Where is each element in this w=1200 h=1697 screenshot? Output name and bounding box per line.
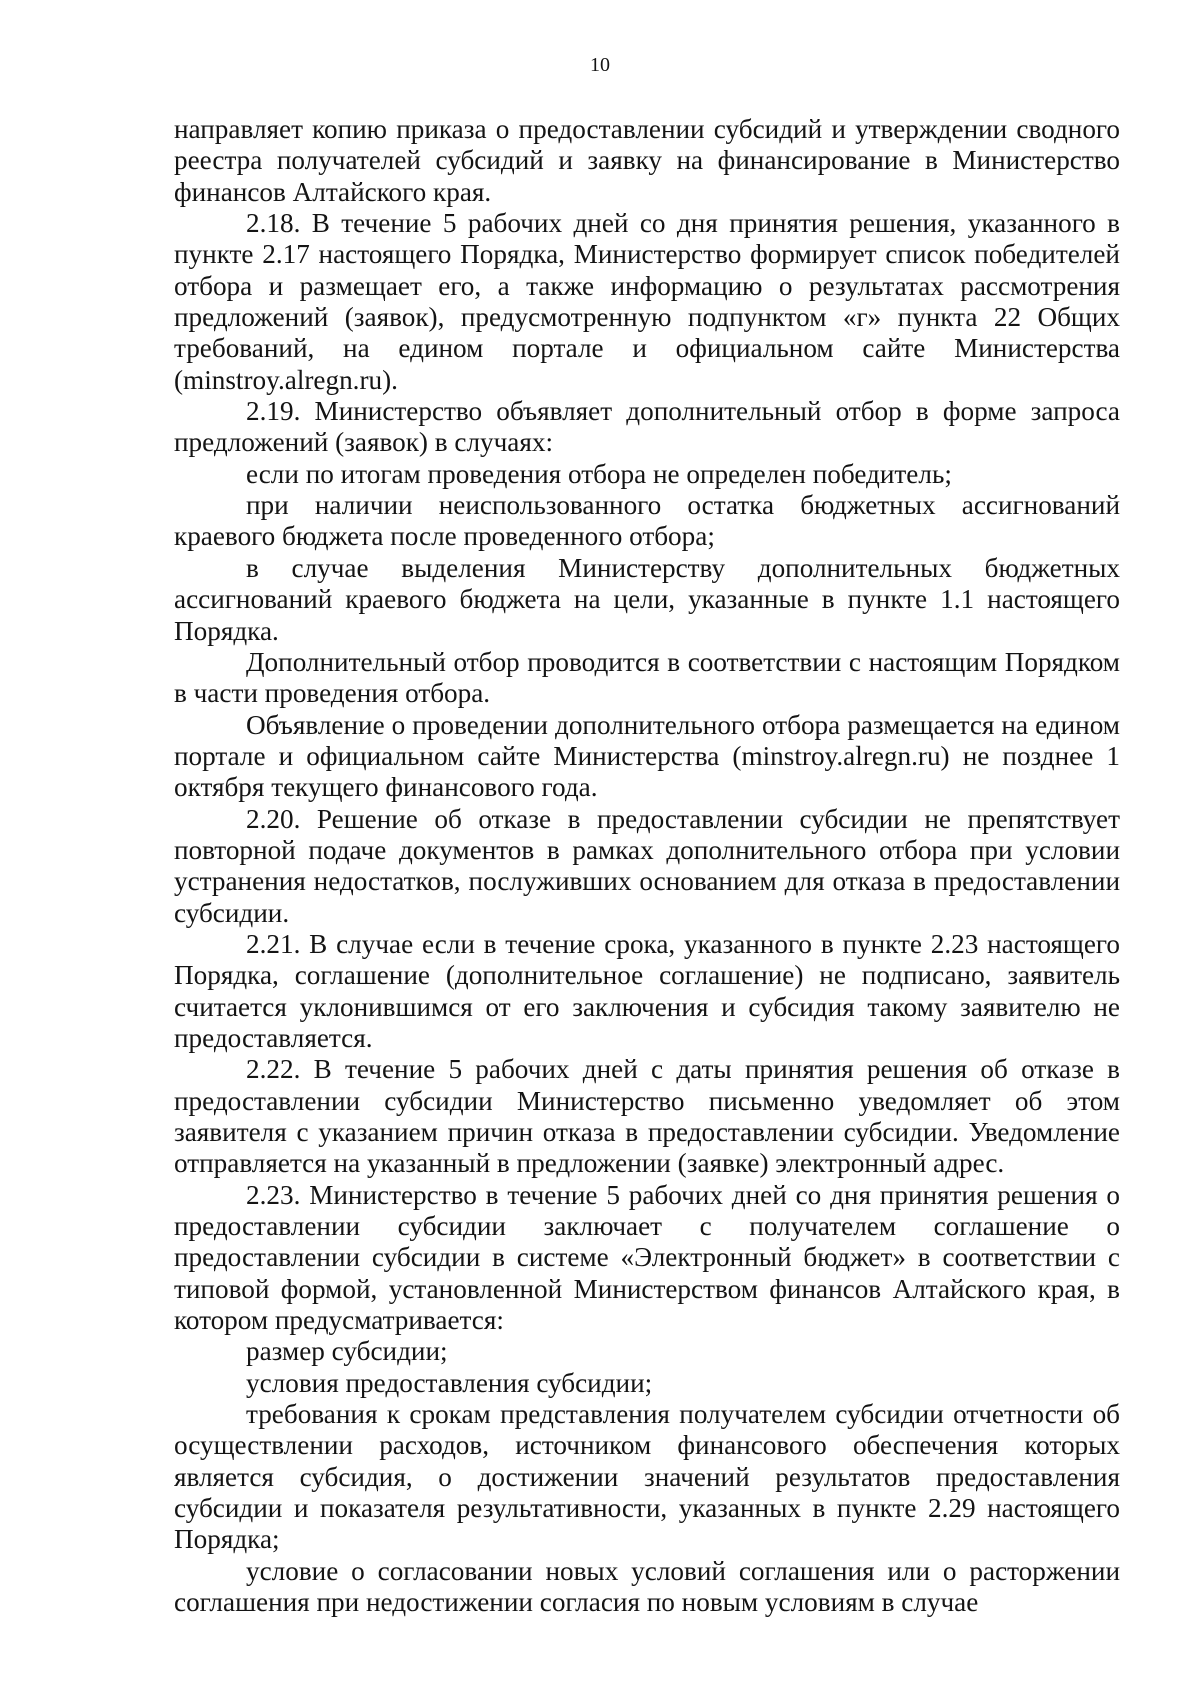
paragraph-2-23: 2.23. Министерство в течение 5 рабочих дней со дня принятия решения о предоставлении субсидии заключает с получателем соглашение о предоставлении субсидии в системе «Электронный бюджет» в соответствии с типовой формой, установленной Министерством финансов Алтайского края, в котором предусматривается: [174,1179,1120,1336]
paragraph-2-19: 2.19. Министерство объявляет дополнительный отбор в форме запроса предложений (заявок) в случаях: [174,396,1120,458]
paragraph-2-21: 2.21. В случае если в течение срока, указанного в пункте 2.23 настоящего Порядка, соглашение (дополнительное соглашение) не подписано, заявитель считается уклонившимся от его заключения и субсидия такому заявителю не предоставляется. [174,928,1120,1053]
list-item-reporting-requirements: требования к срокам представления получателем субсидии отчетности об осуществлении расходов, источником финансового обеспечения которых является субсидия, о достижении значений результатов предоставления субсидии и показателя результативности, указанных в пункте 2.29 настоящего Порядка; [174,1399,1120,1555]
paragraph-2-18: 2.18. В течение 5 рабочих дней со дня принятия решения, указанного в пункте 2.17 настоящего Порядка, Министерство формирует список победителей отбора и размещает его, а также информацию о результатах рассмотрения предложений (заявок), предусмотренную подпунктом «г» пункта 22 Общих требований, на едином портале и официальном сайте Министерства (minstroy.alregn.ru). [174,208,1120,395]
paragraph-continuation: направляет копию приказа о предоставлении субсидий и утверждении сводного реестра получателей субсидий и заявку на финансирование в Министерство финансов Алтайского края. [174,114,1120,207]
paragraph-2-22: 2.22. В течение 5 рабочих дней с даты принятия решения об отказе в предоставлении субсидии Министерство письменно уведомляет об этом заявителя с указанием причин отказа в предоставлении субсидии. Уведомление отправляется на указанный в предложении (заявке) электронный адрес. [174,1054,1120,1179]
paragraph-2-20: 2.20. Решение об отказе в предоставлении субсидии не препятствует повторной подаче документов в рамках дополнительного отбора при условии устранения недостатков, послуживших основанием для отказа в предоставлении субсидии. [174,803,1120,928]
document-body [174,114,1120,1619]
list-item-unused-balance: при наличии неиспользованного остатка бюджетных ассигнований краевого бюджета после проведенного отбора; [174,490,1120,552]
list-item-agreement-conditions: условие о согласовании новых условий соглашения или о расторжении соглашения при недостижении согласия по новым условиям в случае [174,1555,1120,1618]
paragraph-announcement: Объявление о проведении дополнительного отбора размещается на едином портале и официальном сайте Министерства (minstroy.alregn.ru) не позднее 1 октября текущего финансового года. [174,709,1120,803]
list-item-no-winner: если по итогам проведения отбора не определен победитель; [246,458,952,489]
list-item-additional-allocations: в случае выделения Министерству дополнительных бюджетных ассигнований краевого бюджета на цели, указанные в пункте 1.1 настоящего Порядка. [174,552,1120,646]
list-item-subsidy-conditions: условия предоставления субсидии; [246,1367,653,1398]
paragraph-additional-selection: Дополнительный отбор проводится в соответствии с настоящим Порядком в части проведения отбора. [174,646,1120,709]
list-item-subsidy-amount: размер субсидии; [246,1336,448,1367]
page-number: 10 [590,54,610,76]
